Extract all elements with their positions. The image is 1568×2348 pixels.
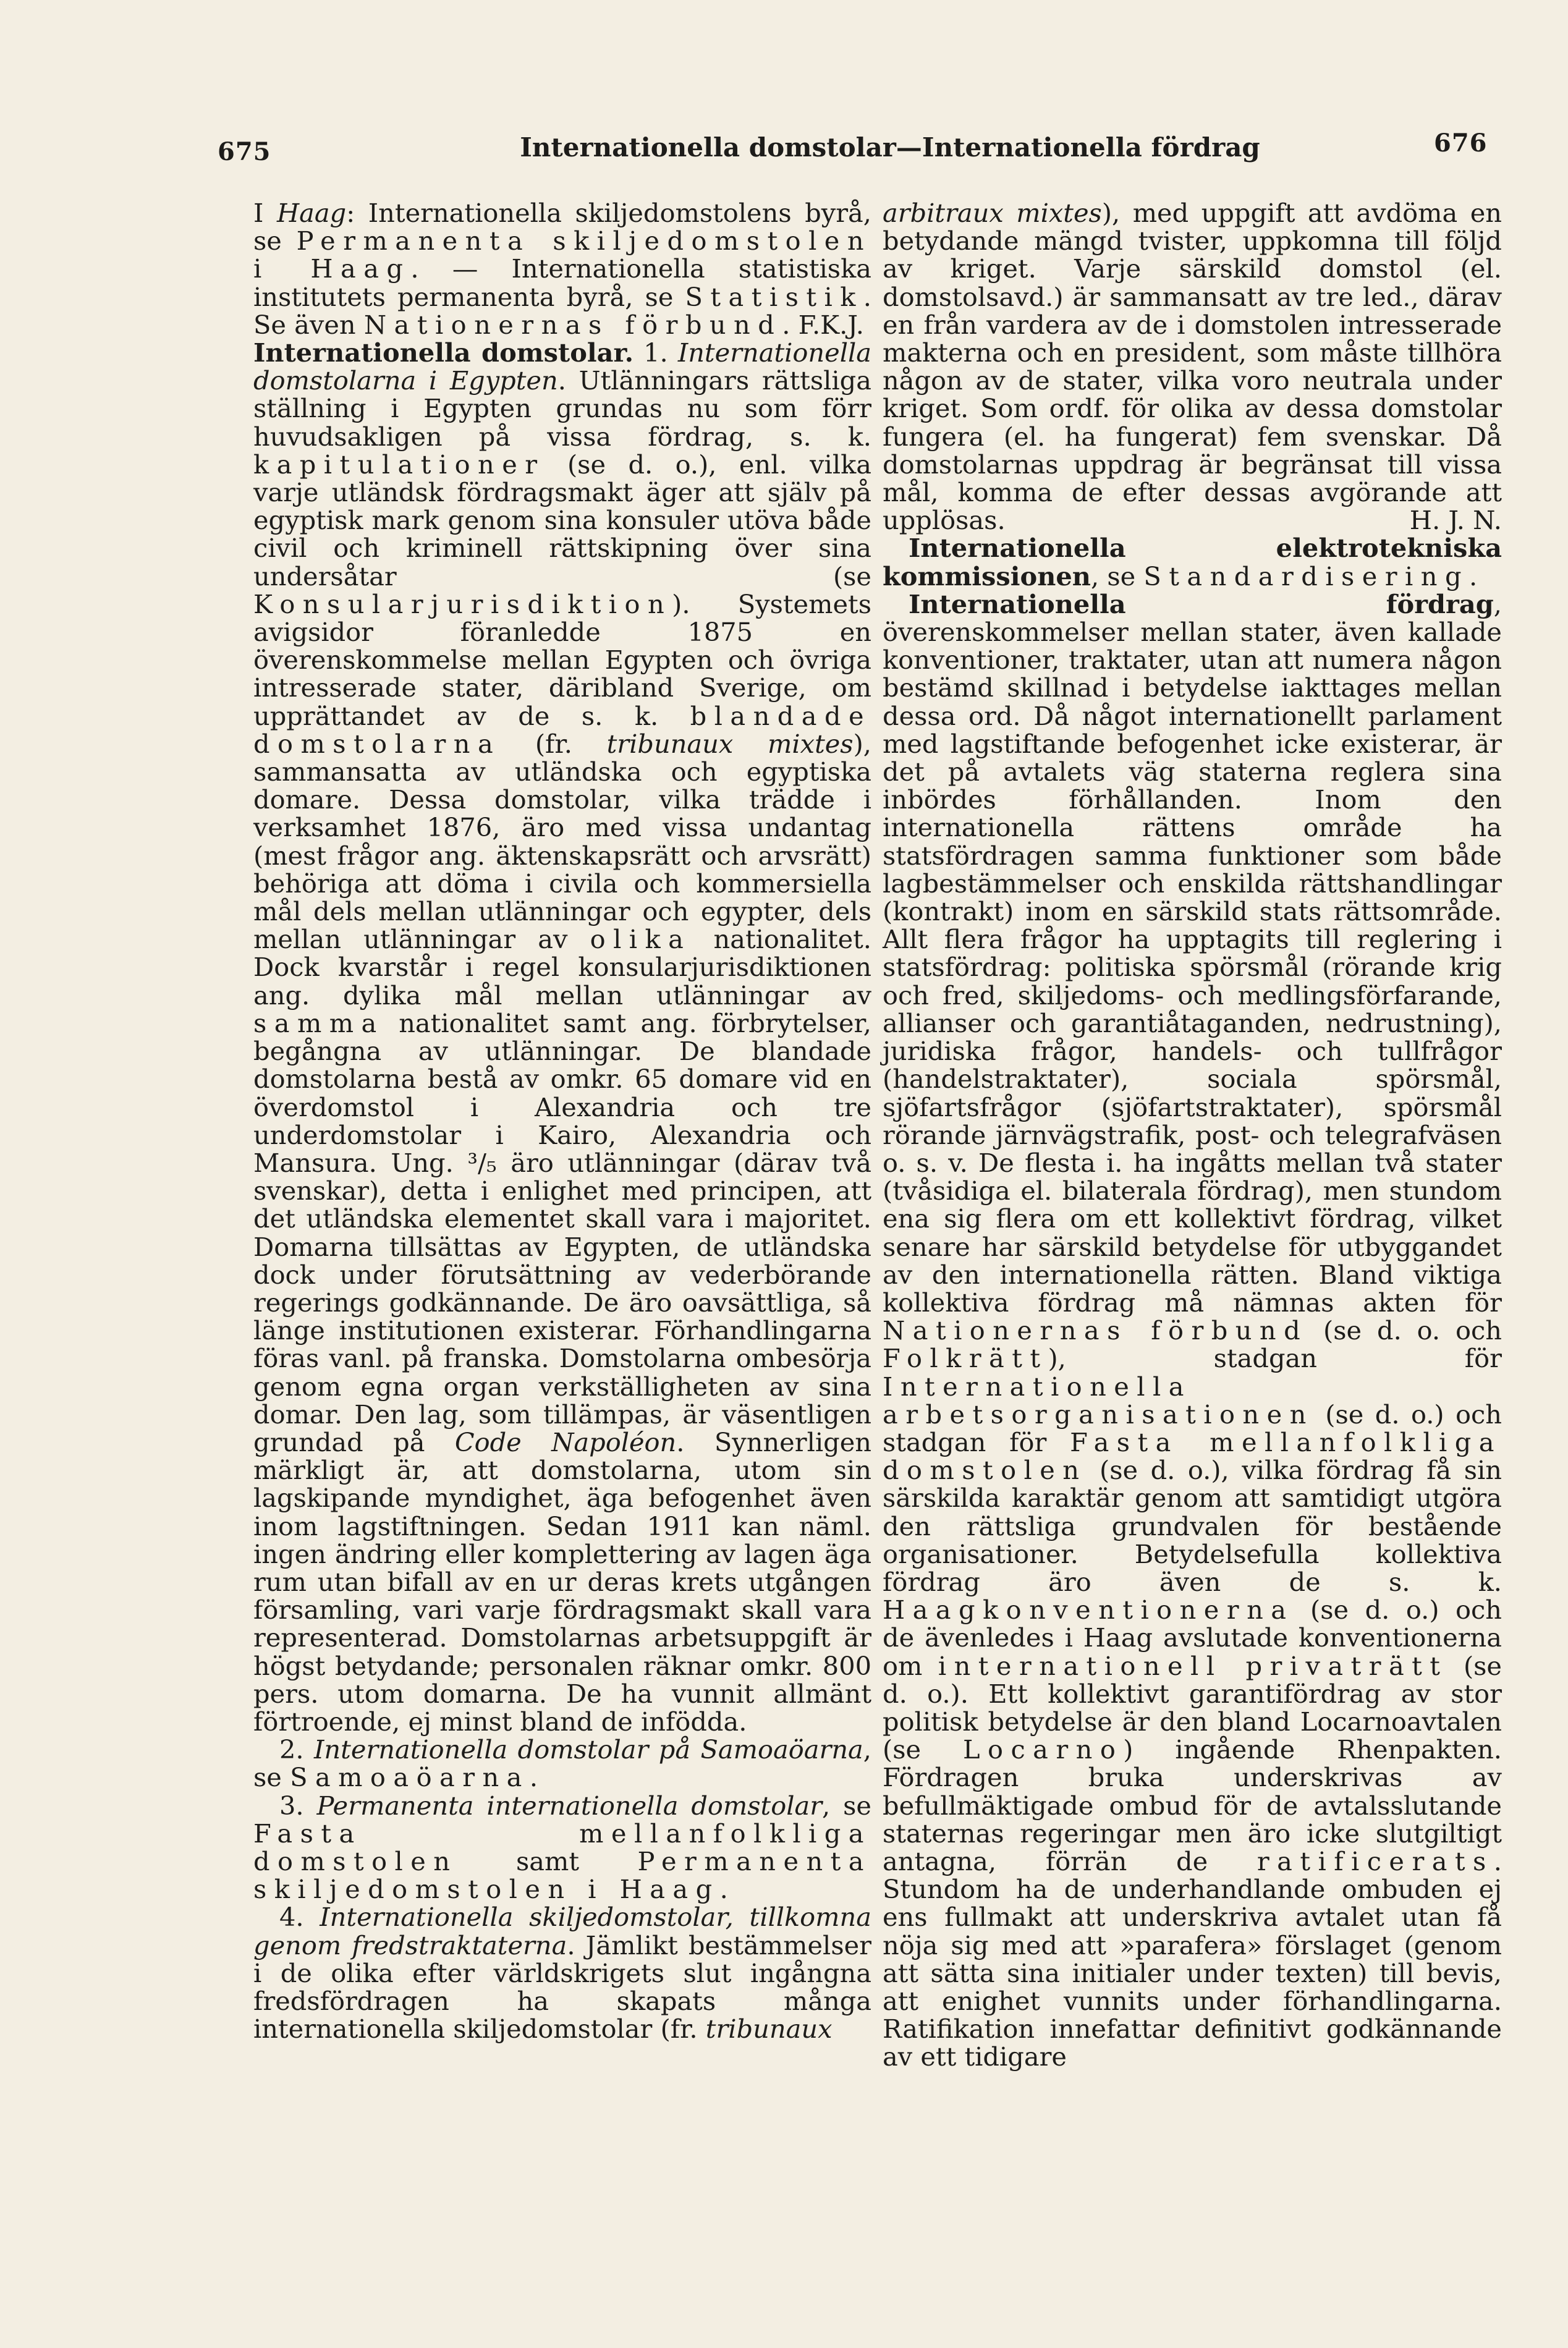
author-signature: H. J. N. xyxy=(1409,505,1502,536)
entry-headword: Internationella domstolar. xyxy=(253,337,634,368)
entry-headword: Internationella fördrag xyxy=(909,588,1494,619)
page-number-right: 676 xyxy=(1434,129,1488,158)
cross-reference: Statistik xyxy=(685,281,863,312)
subentry-permanenta: 3. Permanenta internationella domstolar, se Fasta mellanfolkliga domstolen samt Permanenta skiljedomstolen i Haag. xyxy=(253,1790,871,1905)
subentry-samoa: 2. Internationella domstolar på Samoaöarna, se Samoaöarna. xyxy=(253,1734,871,1793)
entry-internationella-byra: I Haag: Internationella skiljedomstolens byrå, se Permanenta skiljedomstolen i Haag. — Internationella statistiska institutets permanenta byrå, se Statistik. Se även Nationernas förbund. F.K.J. xyxy=(253,198,871,340)
entry-headword: Internationella elektrotekniska kommissionen xyxy=(883,533,1502,591)
subentry-skiljedomstolar: 4. Internationella skiljedomstolar, tillkomna genom fredstraktaterna. Jämlikt bestämmelser i de olika efter världskrigets slut ingångna fredsfördragen ha skapats många internationella skiljedomstolar (fr. tribunaux xyxy=(253,1902,872,2045)
running-title: Internationella domstolar—Internationella fördrag xyxy=(520,132,1260,163)
left-column xyxy=(253,199,871,2043)
right-column xyxy=(883,199,1502,2071)
entry-internationella-fordrag: Internationella fördrag, överenskommelser mellan stater, även kallade konventioner, traktater, utan att numera någon bestämd skillnad i betydelse iakttages mellan dessa ord. Då något internationellt parlament med lagstiftande befogenhet icke existerar, är det på avtalets väg staterna reglera sina inbördes förhållanden. Inom den internationella rättens område ha statsfördragen samma funktioner som både lagbestämmelser och enskilda rättshandlingar (kontrakt) inom en särskild stats rättsområde. Allt flera frågor ha upptagits till reglering i statsfördrag: politiska spörsmål (rörande krig och fred, skiljedoms- och medlingsförfarande, allianser och garantiåtaganden, nedrustning), juridiska frågor, handels- och tullfrågor (handelstraktater), sociala spörsmål, sjöfartsfrågor (sjöfartstraktater), spörsmål rörande järnvägstrafik, post- och telegrafväsen o. s. v. De flesta i. ha ingåtts mellan två stater (tvåsidiga el. bilaterala fördrag), men stundom ena sig flera om ett kollektivt fördrag, vilket senare har särskild betydelse för utbyggandet av den internationella rätten. Bland viktiga kollektiva fördrag må nämnas akten för Nationernas förbund (se d. o. och Folkrätt), stadgan för Internationella arbetsorganisationen (se d. o.) och stadgan för Fasta mellanfolkliga domstolen (se d. o.), vilka fördrag få sin särskilda karaktär genom att samtidigt utgöra den rättsliga grundvalen för bestående organisationer. Betydelsefulla kollektiva fördrag äro även de s. k. Haagkonventionerna (se d. o.) och de ävenledes i Haag avslutade konventionerna om internationell privaträtt (se d. o.). Ett kollektivt garantifördrag av stor politisk betydelse är den bland Locarnoavtalen (se Locarno) ingående Rhenpakten. Fördragen bruka underskrivas av befullmäktigade ombud för de avtalsslutande staternas regeringar men äro icke slutgiltigt antagna, förrän de ratificerats. Stundom ha de underhandlande ombuden ej ens fullmakt att underskriva avtalet utan få nöja sig med att »parafera» förslaget (genom att sätta sina initialer under texten) till bevis, att enighet vunnits under förhandlingarna. Ratifikation innefattar definitivt godkännande av ett tidigare xyxy=(883,588,1502,2072)
cross-reference: Permanenta skiljedomstolen i Haag xyxy=(253,226,871,284)
page-header xyxy=(0,0,1568,198)
page-number-left: 675 xyxy=(218,137,271,166)
continuation-paragraph: arbitraux mixtes), med uppgift att avdöma en betydande mängd tvister, uppkomna till följd av kriget. Varje särskild domstol (el. domstolsavd.) är sammansatt av tre led., därav en från vardera av de i domstolen intresserade makterna och en president, som måste tillhöra någon av de stater, vilka voro neutrala under kriget. Som ordf. för olika av dessa domstolar fungera (el. ha fungerat) fem svenskar. Då domstolarnas uppdrag är begränsat till vissa mål, komma de efter dessas avgörande att upplösas. H. J. N. xyxy=(883,198,1502,536)
entry-internationella-domstolar: Internationella domstolar. 1. Internationella domstolarna i Egypten. Utlänningars rättsliga ställning i Egypten grundas nu som förr huvudsakligen på vissa fördrag, s. k. kapitulationer (se d. o.), enl. vilka varje utländsk fördragsmakt äger att själv på egyptisk mark genom sina konsuler utöva både civil och kriminell rättskipning över sina undersåtar (se Konsularjurisdiktion). Systemets avigsidor föranledde 1875 en överenskommelse mellan Egypten och övriga intresserade stater, däribland Sverige, om upprättandet av de s. k. blandade domstolarna (fr. tribunaux mixtes), sammansatta av utländska och egyptiska domare. Dessa domstolar, vilka trädde i verksamhet 1876, äro med vissa undantag (mest frågor ang. äktenskapsrätt och arvsrätt) behöriga att döma i civila och kommersiella mål dels mellan utlänningar och egypter, dels mellan utlänningar av olika nationalitet. Dock kvarstår i regel konsularjurisdiktionen ang. dylika mål mellan utlänningar av samma nationalitet samt ang. förbrytelser, begångna av utlänningar. De blandade domstolarna bestå av omkr. 65 domare vid en överdomstol i Alexandria och tre underdomstolar i Kairo, Alexandria och Mansura. Ung. ³/₅ äro utlänningar (därav två svenskar), detta i enlighet med principen, att det utländska elementet skall vara i majoritet. Domarna tillsättas av Egypten, de utländska dock under förutsättning av vederbörande regerings godkännande. De äro oavsättliga, så länge institutionen existerar. Förhandlingarna föras vanl. på franska. Domstolarna ombesörja genom egna organ verkställigheten av sina domar. Den lag, som tillämpas, är väsentligen grundad på Code Napoléon. Synnerligen märkligt är, att domstolarna, utom sin lagskipande myndighet, äga befogenhet även inom lagstiftningen. Sedan 1911 kan näml. ingen ändring eller komplettering av lagen äga rum utan bifall av en ur deras krets utgången församling, vari varje fördragsmakt skall vara representerad. Domstolarnas arbetsuppgift är högst betydande; personalen räknar omkr. 800 pers. utom domarna. De ha vunnit allmänt förtroende, ej minst bland de infödda. xyxy=(253,337,872,1737)
entry-elektrotekniska: Internationella elektrotekniska kommissionen, se Standardisering. xyxy=(883,533,1502,591)
cross-reference: Nationernas förbund xyxy=(363,309,782,340)
